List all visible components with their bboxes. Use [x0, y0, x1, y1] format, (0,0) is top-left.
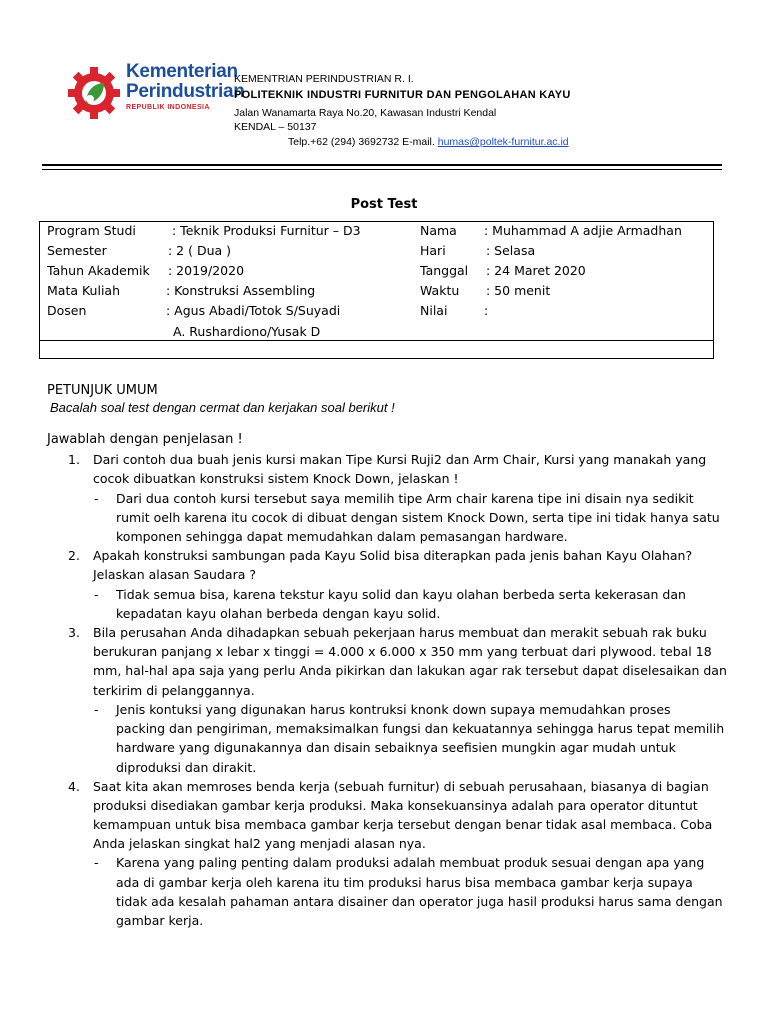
info-value: :	[484, 303, 489, 318]
answer-line: Karena yang paling penting dalam produksi adalah membuat produk sesuai dengan apa yang	[116, 855, 705, 870]
answer-line: Jenis kontuksi yang digunakan harus kontruksi knonk down supaya memudahkan proses	[116, 702, 671, 717]
info-label: Semester	[47, 243, 107, 258]
letterhead-rule-thin	[42, 169, 722, 170]
info-label: Waktu	[420, 283, 460, 298]
answer-line: Dari dua contoh kursi tersebut saya memilih tipe Arm chair karena tipe ini disain nya sedikit	[116, 491, 694, 506]
logo-text-republik: REPUBLIK INDONESIA	[126, 104, 210, 111]
info-value: : Konstruksi Assembling	[166, 283, 316, 298]
questions-heading: Jawablah dengan penjelasan !	[47, 432, 243, 447]
info-label: Dosen	[47, 303, 87, 318]
instructions-heading: PETUNJUK UMUM	[47, 383, 158, 398]
letterhead-rule-thick	[42, 164, 722, 166]
info-label: Nilai	[420, 303, 448, 318]
ministry-logo	[64, 60, 245, 126]
question-number: 3.	[68, 625, 80, 640]
info-value: : 2019/2020	[168, 263, 245, 278]
info-value: : Teknik Produksi Furnitur – D3	[172, 223, 361, 238]
question-line: produksi disediakan gambar kerja produksi. Maka konsekuansinya adalah para operator dituntut	[93, 798, 698, 813]
address-line-1: Jalan Wanamarta Raya No.20, Kawasan Industri Kendal	[234, 107, 497, 119]
question-line: Jelaskan alasan Saudara ?	[93, 567, 256, 582]
info-label: Nama	[420, 223, 457, 238]
answer-line: packing dan pengiriman, memaksimalkan fungsi dan kekuatannya sehingga harus tepat memilih	[116, 721, 725, 736]
info-label: Program Studi	[47, 223, 136, 238]
instructions-text: Bacalah soal test dengan cermat dan kerjakan soal berikut !	[50, 400, 395, 415]
info-label: Tanggal	[420, 263, 469, 278]
question-line: Dari contoh dua buah jenis kursi makan Tipe Kursi Ruji2 dan Arm Chair, Kursi yang manakah yang	[93, 452, 707, 467]
info-value: : Agus Abadi/Totok S/Suyadi	[166, 303, 341, 318]
question-number: 1.	[68, 452, 80, 467]
question-line: Anda jelaskan singkat hal2 yang menjadi alasan nya.	[93, 836, 426, 851]
answer-dash: -	[94, 702, 99, 717]
answer-line: kepadatan kayu olahan berbeda dengan kayu solid.	[116, 606, 441, 621]
info-value-nama: : Muhammad A adjie Armadhan	[484, 223, 682, 238]
answer-line: hardware yang digunakannya dan disain sebaiknya seefisien mungkin agar mudah untuk	[116, 740, 676, 755]
answer-line: ada di gambar kerja oleh karena itu tim produksi harus bisa membaca gambar kerja supaya	[116, 875, 693, 890]
info-value: : 24 Maret 2020	[486, 263, 586, 278]
question-number: 2.	[68, 548, 80, 563]
info-value: : 50 menit	[486, 283, 551, 298]
info-table-divider	[39, 340, 714, 341]
question-line: terkirim di pelanggannya.	[93, 683, 255, 698]
question-line: Bila perusahan Anda dihadapkan sebuah pekerjaan harus membuat dan merakit sebuah rak buku	[93, 625, 707, 640]
answer-line: komponen sehingga dapat memudahkan dalam pemasangan hardware.	[116, 529, 568, 544]
info-value: : 2 ( Dua )	[168, 243, 232, 258]
question-line: mm, hal-hal apa saja yang perlu Anda pikirkan dan lakukan agar rak tersebut dapat diselesaikan dan	[93, 663, 727, 678]
logo-text-perindustrian: Perindustrian	[126, 81, 245, 102]
contact-text: Telp.+62 (294) 3692732 E-mail.	[288, 136, 435, 148]
question-line: berukuran panjang x lebar x tinggi = 4.000 x 6.000 x 350 mm yang terbuat dari plywood. tebal 18	[93, 644, 712, 659]
answer-dash: -	[94, 855, 99, 870]
answer-line: diproduksi dan dirakit.	[116, 760, 257, 775]
info-value-dosen-extra: A. Rushardiono/Yusak D	[173, 324, 321, 339]
info-value: : Selasa	[486, 243, 536, 258]
logo-text-kementerian: Kementerian	[126, 61, 238, 82]
gear-icon	[64, 63, 124, 123]
info-label: Mata Kuliah	[47, 283, 121, 298]
ministry-name: KEMENTRIAN PERINDUSTRIAN R. I.	[234, 73, 414, 85]
answer-line: gambar kerja.	[116, 913, 204, 928]
address-line-2: KENDAL – 50137	[234, 121, 317, 133]
question-line: Saat kita akan memroses benda kerja (sebuah furnitur) di sebuah perusahaan, biasanya di bagian	[93, 779, 709, 794]
info-table	[39, 221, 714, 359]
answer-line: Tidak semua bisa, karena tekstur kayu solid dan kayu olahan berbeda serta kekerasan dan	[116, 587, 686, 602]
info-label: Hari	[420, 243, 446, 258]
question-line: kemampuan untuk bisa membaca gambar kerja tersebut dengan benar tidak asal membaca. Coba	[93, 817, 713, 832]
info-label: Tahun Akademik	[47, 263, 150, 278]
question-number: 4.	[68, 779, 80, 794]
answer-line: rumit oelh karena itu cocok di dibuat dengan sistem Knock Down, serta tipe ini tidak hanya satu	[116, 510, 720, 525]
answer-dash: -	[94, 587, 99, 602]
institution-name: POLITEKNIK INDUSTRI FURNITUR DAN PENGOLAHAN KAYU	[234, 89, 571, 101]
page-title: Post Test	[350, 197, 418, 212]
question-line: cocok dibuatkan konstruksi sistem Knock Down, jelaskan !	[93, 471, 459, 486]
answer-line: tidak ada kesalah pahaman antara disainer dan operator juga hasil produksi harus sama dengan	[116, 894, 723, 909]
question-line: Apakah konstruksi sambungan pada Kayu Solid bisa diterapkan pada jenis bahan Kayu Olahan?	[93, 548, 693, 563]
answer-dash: -	[94, 491, 99, 506]
email-link[interactable]: humas@poltek-furnitur.ac.id	[437, 136, 569, 148]
